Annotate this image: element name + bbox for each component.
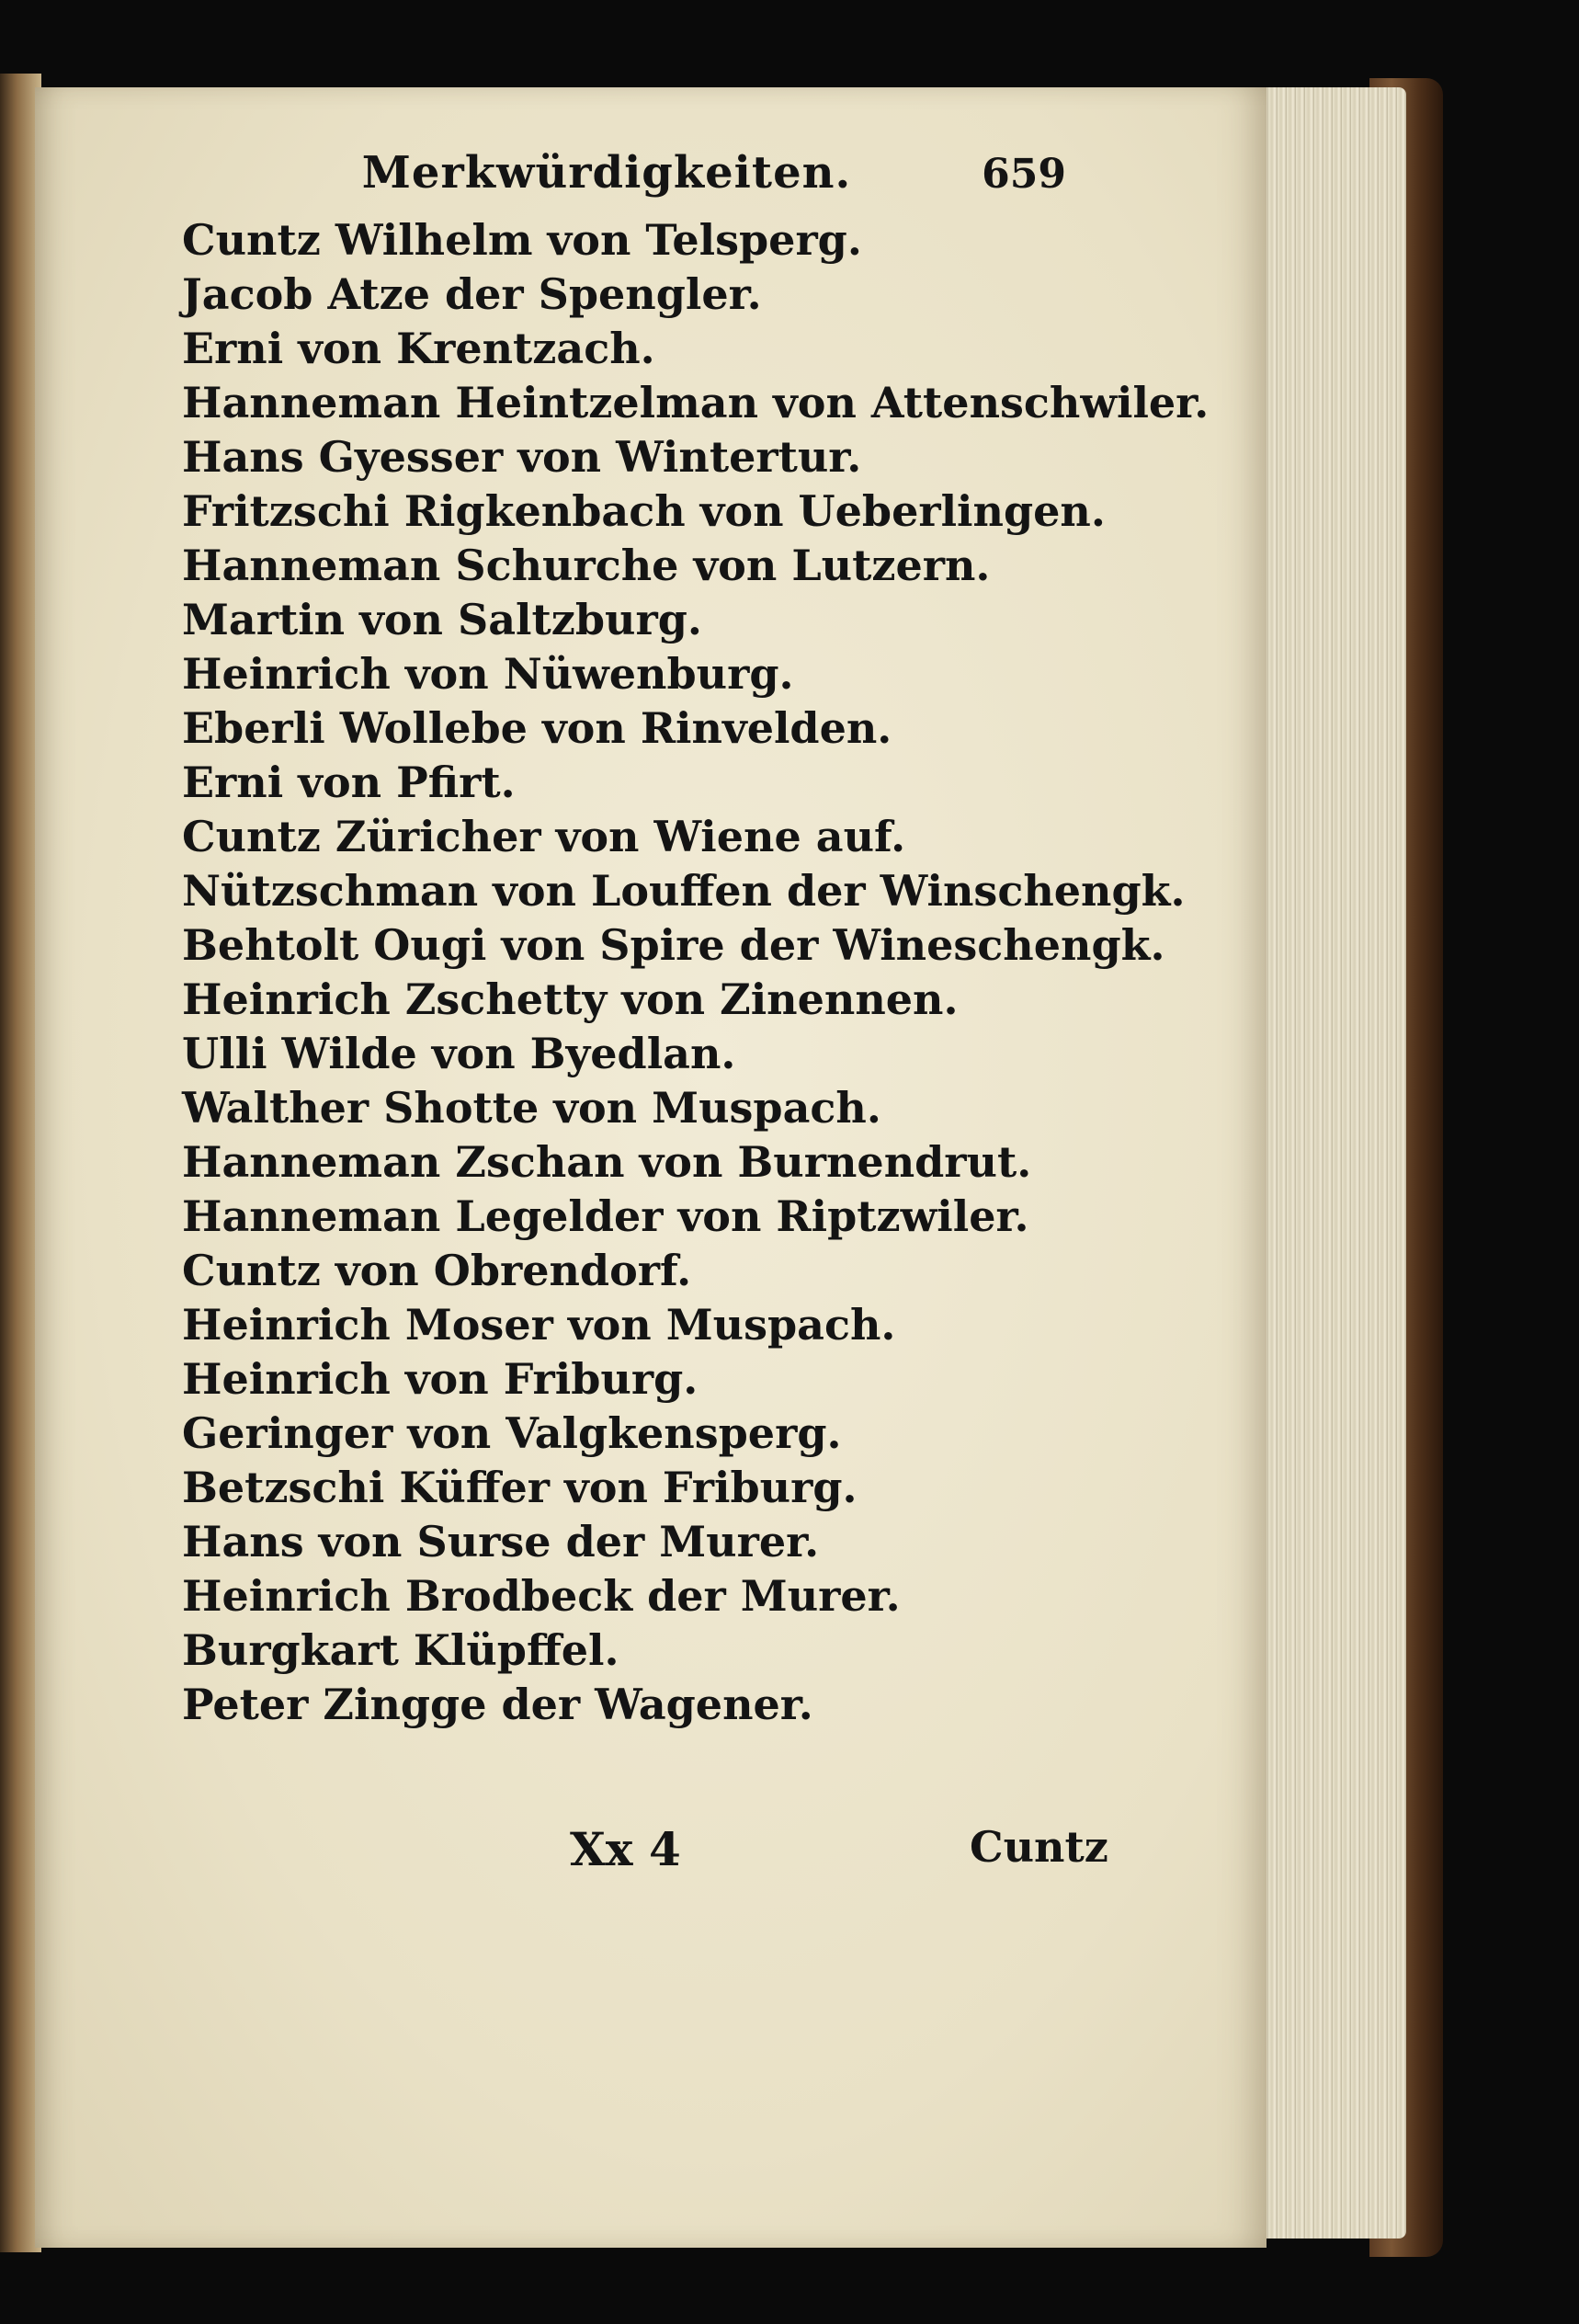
list-item: Cuntz Züricher von Wiene auf. — [182, 812, 906, 861]
list-item: Erni von Pfirt. — [182, 758, 516, 807]
signature-mark: Xx 4 — [570, 1822, 681, 1876]
list-item: Erni von Krentzach. — [182, 324, 655, 373]
list-item: Peter Zingge der Wagener. — [182, 1680, 813, 1729]
list-item: Heinrich Moser von Muspach. — [182, 1300, 896, 1350]
list-item: Geringer von Valgkensperg. — [182, 1408, 842, 1458]
list-item: Hans Gyesser von Wintertur. — [182, 432, 862, 482]
running-title: Merkwürdigkeiten. — [361, 147, 852, 199]
list-item: Cuntz von Obrendorf. — [182, 1246, 692, 1295]
page-edges — [1250, 87, 1406, 2239]
list-item: Heinrich Brodbeck der Murer. — [182, 1571, 901, 1621]
list-item: Cuntz Wilhelm von Telsperg. — [182, 215, 862, 265]
list-item: Betzschi Küffer von Friburg. — [182, 1463, 858, 1512]
list-item: Ulli Wilde von Byedlan. — [182, 1029, 736, 1078]
list-item: Hanneman Zschan von Burnendrut. — [182, 1137, 1032, 1187]
list-item: Eberli Wollebe von Rinvelden. — [182, 703, 892, 753]
name-list — [182, 213, 1209, 1732]
list-item: Martin von Saltzburg. — [182, 595, 702, 644]
list-item: Heinrich von Nüwenburg. — [182, 649, 794, 699]
list-item: Heinrich von Friburg. — [182, 1354, 699, 1404]
page-header — [147, 147, 1066, 211]
list-item: Hanneman Heintzelman von Attenschwiler. — [182, 378, 1210, 427]
list-item: Hanneman Schurche von Lutzern. — [182, 541, 991, 590]
catchword: Cuntz — [970, 1822, 1108, 1872]
list-item: Hanneman Legelder von Riptzwiler. — [182, 1191, 1029, 1241]
list-item: Jacob Atze der Spengler. — [182, 269, 762, 319]
list-item: Nützschman von Louffen der Winschengk. — [182, 866, 1186, 916]
list-item: Burgkart Klüpffel. — [182, 1625, 619, 1675]
list-item: Hans von Surse der Murer. — [182, 1517, 820, 1566]
list-item: Walther Shotte von Muspach. — [182, 1083, 881, 1133]
list-item: Fritzschi Rigkenbach von Ueberlingen. — [182, 486, 1106, 536]
list-item: Behtolt Ougi von Spire der Wineschengk. — [182, 920, 1165, 970]
list-item: Heinrich Zschetty von Zinennen. — [182, 974, 959, 1024]
page-number: 659 — [982, 151, 1066, 198]
